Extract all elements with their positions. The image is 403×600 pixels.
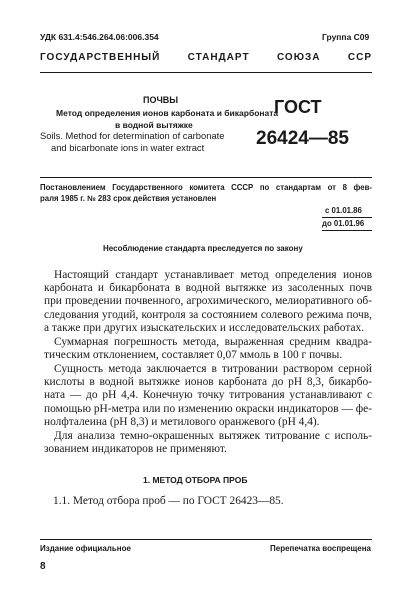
text-line: помощью рН-метра или по изменению окраски индикаторов — фе- (44, 402, 372, 415)
text-line: ната — до рН 4,4. Конечную точку титрования устанавливают с (44, 389, 372, 402)
header-rule (40, 72, 372, 73)
standard-name: ГОСУДАРСТВЕННЫЙ СТАНДАРТ СОЮЗА ССР (40, 52, 372, 63)
section-heading: 1. МЕТОД ОТБОРА ПРОБ (143, 475, 248, 485)
udk-code: УДК 631.4:546.264.06:006.354 (40, 32, 159, 42)
date-from-rule (322, 217, 372, 218)
date-to-rule (322, 230, 372, 231)
footer-reprint-prohibited: Перепечатка воспрещена (270, 544, 371, 553)
text-line: при проведении почвенного, агрохимического, мелиоративного об- (44, 295, 372, 308)
title-ru-line-3: в водной вытяжке (115, 120, 193, 130)
text-line: Сущность метода заключается в титровании раствором серной (54, 363, 372, 375)
gost-number: 26424—85 (256, 128, 349, 149)
paragraph-dark-extracts (44, 430, 372, 456)
page-number: 8 (40, 561, 46, 572)
footer-official-edition: Издание официальное (40, 544, 131, 553)
title-rule (40, 177, 372, 178)
date-from: с 01.01.86 (325, 206, 362, 215)
paragraph-error (44, 336, 372, 362)
paragraph-method (44, 363, 372, 429)
title-ru-line-1: ПОЧВЫ (143, 95, 179, 105)
date-to: до 01.01.96 (322, 219, 365, 228)
title-ru-line-2: Метод определения ионов карбоната и бикарбоната (56, 108, 279, 118)
text-line: Для анализа темно-окрашенных вытяжек титрование с исполь- (54, 430, 372, 442)
group-code: Группа С09 (322, 32, 370, 42)
text-line: Суммарная погрешность метода, выраженная средним квадра- (54, 336, 372, 348)
title-en-line-1: Soils. Method for determination of carbonate (40, 130, 225, 141)
section-item-1-1: 1.1. Метод отбора проб — по ГОСТ 26423—85. (53, 495, 284, 507)
text-line: тическим отклонением, составляет 0,07 ммоль в 100 г почвы. (44, 349, 343, 362)
title-en-line-2: and bicarbonate ions in water extract (51, 142, 205, 153)
paragraph-scope (44, 269, 372, 335)
text-line: нолфталеина (рН 8,3) и метилового оранжевого (рН 4,4). (44, 415, 320, 428)
decree-line-1: Постановлением Государственного комитета СССР по стандартам от 8 фев- (40, 183, 372, 192)
text-line: кислоты в водной вытяжке ионов карбоната до рН 8,3, бикарбо- (44, 376, 372, 389)
text-line: следования угодий, контроля за состоянием солевого режима почв, (44, 308, 372, 321)
text-line: зованием индикаторов не применяют. (44, 443, 227, 456)
gost-label: ГОСТ (274, 97, 322, 117)
footer-rule (40, 539, 372, 540)
decree-line-2: раля 1985 г. № 283 срок действия установлен (40, 194, 217, 203)
text-line: карбоната и бикарбоната в водной вытяжке из засоленных почв (44, 282, 372, 295)
text-line: Настоящий стандарт устанавливает метод определения ионов (54, 269, 372, 281)
law-warning: Несоблюдение стандарта преследуется по закону (103, 244, 303, 253)
text-line: а также при других изыскательских и исследовательских работах. (44, 321, 365, 334)
